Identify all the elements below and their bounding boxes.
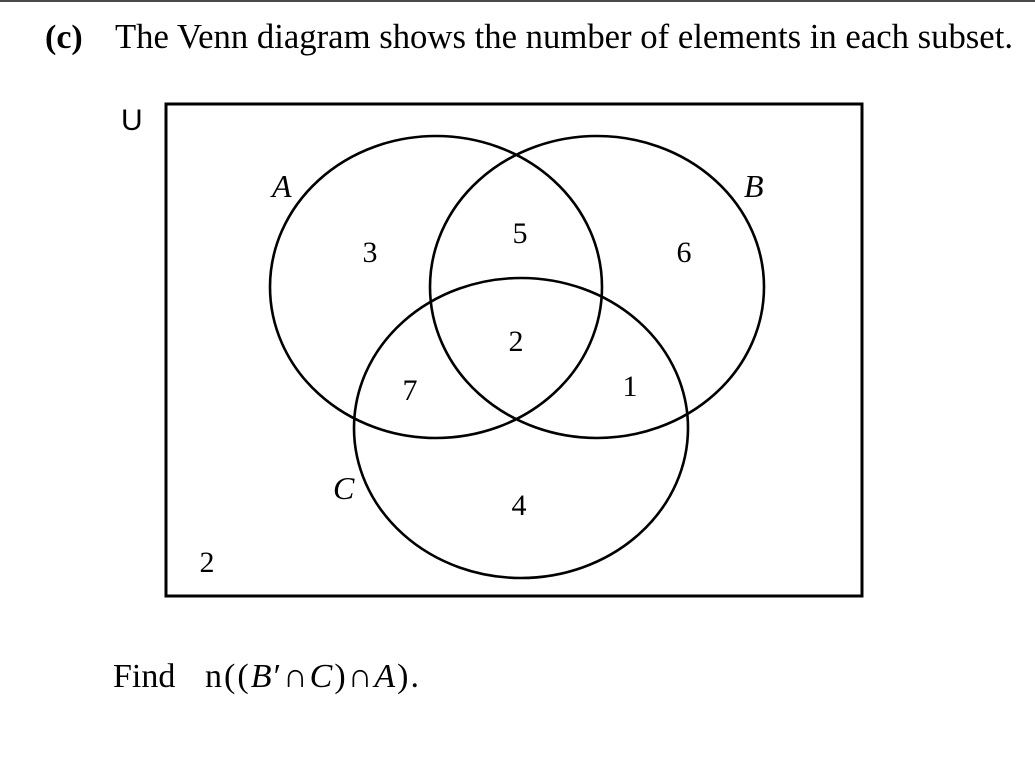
region-a-and-c-only-count: 7 xyxy=(402,374,418,407)
expression-symbols: ). xyxy=(397,658,419,695)
region-c-only-count: 4 xyxy=(511,489,527,522)
region-outside-count: 2 xyxy=(199,546,215,579)
set-b-label: B xyxy=(744,168,764,204)
expression-set-letter: C xyxy=(309,658,333,695)
set-b-circle xyxy=(430,136,764,438)
universal-set-label: U xyxy=(121,104,143,137)
region-a-and-b-only-count: 5 xyxy=(512,217,528,250)
region-b-and-c-only-count: 1 xyxy=(622,370,638,403)
expression-set-letter: A xyxy=(374,658,396,695)
venn-diagram xyxy=(121,104,862,596)
set-a-label: A xyxy=(272,168,292,204)
region-a-b-c-count: 2 xyxy=(508,325,524,358)
expression-symbols: ′∩ xyxy=(273,658,308,695)
part-label: (c) xyxy=(45,19,83,56)
question-intro: The Venn diagram shows the number of elements in each subset. xyxy=(115,18,1013,56)
set-c-label: C xyxy=(333,470,355,506)
question-expression xyxy=(205,658,419,695)
region-b-only-count: 6 xyxy=(676,236,692,269)
expression-symbols: n(( xyxy=(205,658,249,695)
set-a-circle xyxy=(270,136,602,438)
expression-set-letter: B xyxy=(250,658,272,695)
set-c-circle xyxy=(354,278,688,578)
find-label: Find xyxy=(113,658,176,695)
region-a-only-count: 3 xyxy=(362,236,378,269)
expression-symbols: )∩ xyxy=(334,658,373,695)
